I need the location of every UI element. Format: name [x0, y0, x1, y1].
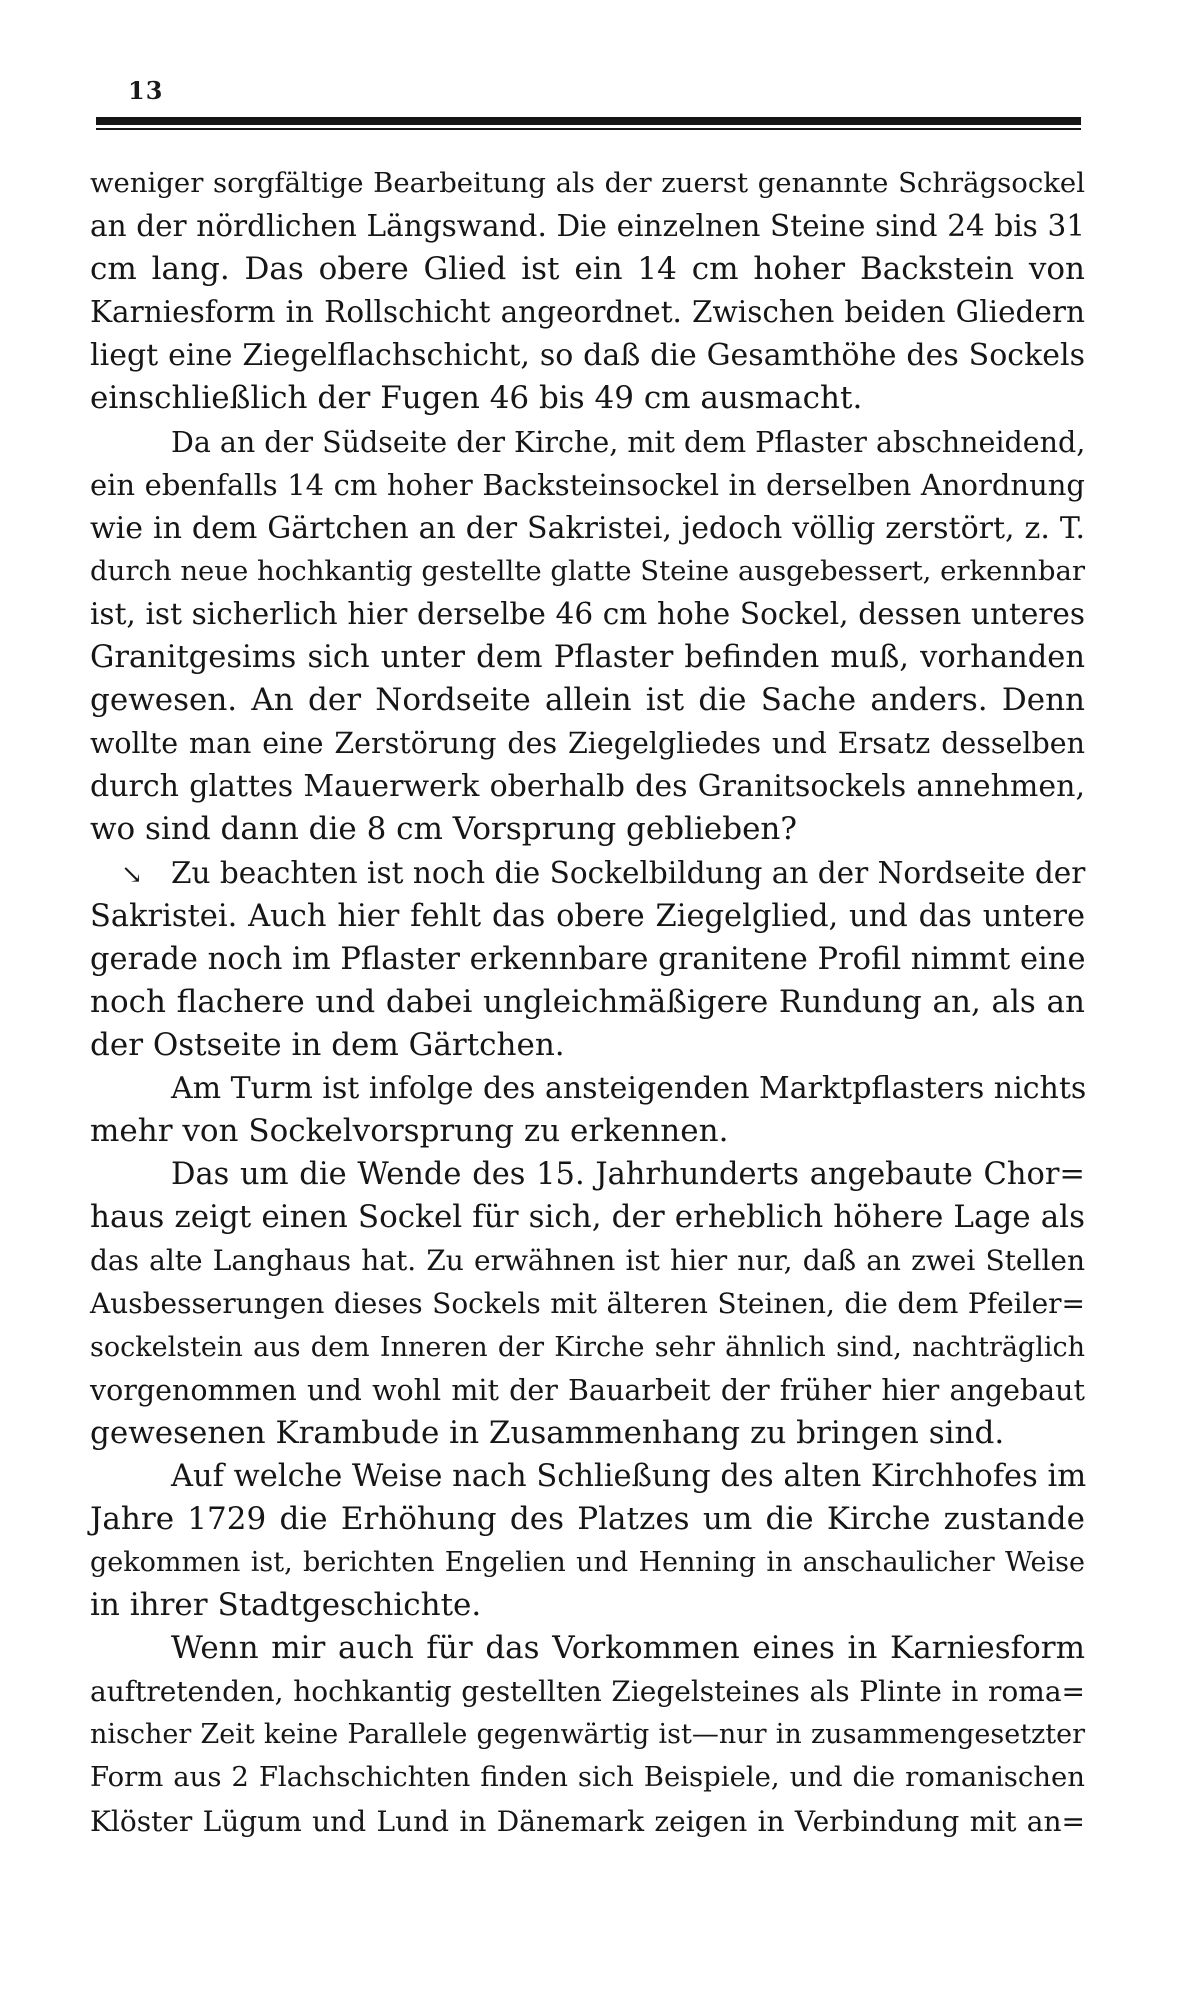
text-line: einschließlich der Fugen 46 bis 49 cm ausmacht.: [90, 380, 863, 417]
text-line: durch neue hochkantig gestellte glatte Steine ausgebessert, erkennbar: [90, 554, 1086, 587]
text-line: vorgenommen und wohl mit der Bauarbeit der früher hier angebaut: [90, 1373, 1085, 1407]
text-line: gewesenen Krambude in Zusammenhang zu bringen sind.: [90, 1414, 1005, 1451]
text-line: nischer Zeit keine Parallele gegenwärtig ist—nur in zusammengesetzter: [90, 1719, 1085, 1751]
header-rule-thick: [96, 117, 1081, 125]
text-line: Karniesform in Rollschicht angeordnet. Zwischen beiden Gliedern: [90, 295, 1085, 330]
text-line: Das um die Wende des 15. Jahrhunderts angebaute Chor=: [171, 1157, 1085, 1193]
text-line: Form aus 2 Flachschichten finden sich Beispiele, und die romanischen: [90, 1761, 1085, 1794]
text-line: auftretenden, hochkantig gestellten Ziegelsteines als Plinte in roma=: [90, 1675, 1085, 1709]
text-line: der Ostseite in dem Gärtchen.: [90, 1026, 565, 1063]
text-line: an der nördlichen Längswand. Die einzelnen Steine sind 24 bis 31: [90, 209, 1085, 244]
text-line: Granitgesims sich unter dem Pflaster befinden muß, vorhanden: [90, 640, 1085, 676]
margin-mark-icon: ↘: [121, 859, 143, 890]
text-line: Ausbesserungen dieses Sockels mit älteren Steinen, die dem Pfeiler=: [90, 1287, 1085, 1321]
text-line: das alte Langhaus hat. Zu erwähnen ist hier nur, daß an zwei Stellen: [90, 1244, 1085, 1278]
text-line: sockelstein aus dem Inneren der Kirche sehr ähnlich sind, nachträglich: [90, 1331, 1085, 1363]
text-line: gerade noch im Pflaster erkennbare granitene Profil nimmt eine: [90, 941, 1086, 977]
text-line: Am Turm ist infolge des ansteigenden Marktpflasters nichts: [171, 1070, 1087, 1106]
text-line: in ihrer Stadtgeschichte.: [90, 1587, 482, 1624]
text-line: haus zeigt einen Sockel für sich, der erheblich höhere Lage als: [90, 1199, 1085, 1236]
text-line-marked: [90, 852, 1085, 895]
text-line: Wenn mir auch für das Vorkommen eines in Karniesform: [171, 1630, 1085, 1667]
text-line: gewesen. An der Nordseite allein ist die Sache anders. Denn: [90, 682, 1085, 719]
text-line: liegt eine Ziegelflachschicht, so daß die Gesamthöhe des Sockels: [90, 338, 1085, 374]
text-line: Sakristei. Auch hier fehlt das obere Ziegelglied, und das untere: [90, 898, 1085, 934]
text-line: wie in dem Gärtchen an der Sakristei, jedoch völlig zerstört, z. T.: [90, 510, 1085, 546]
text-line: wo sind dann die 8 cm Vorsprung geblieben?: [90, 811, 798, 848]
page-number: 13: [128, 76, 164, 105]
text-line: durch glattes Mauerwerk oberhalb des Granitsockels annehmen,: [90, 769, 1085, 805]
text-line-content: Zu beachten ist noch die Sockelbildung an der Nordseite der: [171, 855, 1086, 890]
text-line: gekommen ist, berichten Engelien und Henning in anschaulicher Weise: [90, 1547, 1085, 1578]
text-line: Da an der Südseite der Kirche, mit dem Pflaster abschneidend,: [171, 425, 1086, 459]
text-line: Klöster Lügum und Lund in Dänemark zeigen in Verbindung mit an=: [90, 1804, 1085, 1838]
text-line: Jahre 1729 die Erhöhung des Platzes um die Kirche zustande: [90, 1500, 1085, 1537]
text-line: cm lang. Das obere Glied ist ein 14 cm hoher Backstein von: [90, 251, 1085, 288]
body-text: [90, 162, 1085, 1843]
text-line: weniger sorgfältige Bearbeitung als der zuerst genannte Schrägsockel: [90, 167, 1085, 199]
text-line: ein ebenfalls 14 cm hoher Backsteinsockel in derselben Anordnung: [90, 467, 1085, 502]
header-rule-thin: [96, 128, 1081, 130]
text-line: mehr von Sockelvorsprung zu erkennen.: [90, 1113, 729, 1150]
text-line: noch flachere und dabei ungleichmäßigere Rundung an, als an: [90, 983, 1085, 1020]
text-line: Auf welche Weise nach Schließung des alten Kirchhofes im: [171, 1458, 1087, 1494]
text-line: wollte man eine Zerstörung des Ziegelgliedes und Ersatz desselben: [90, 727, 1085, 761]
text-line: ist, ist sicherlich hier derselbe 46 cm hohe Sockel, dessen unteres: [90, 596, 1085, 631]
